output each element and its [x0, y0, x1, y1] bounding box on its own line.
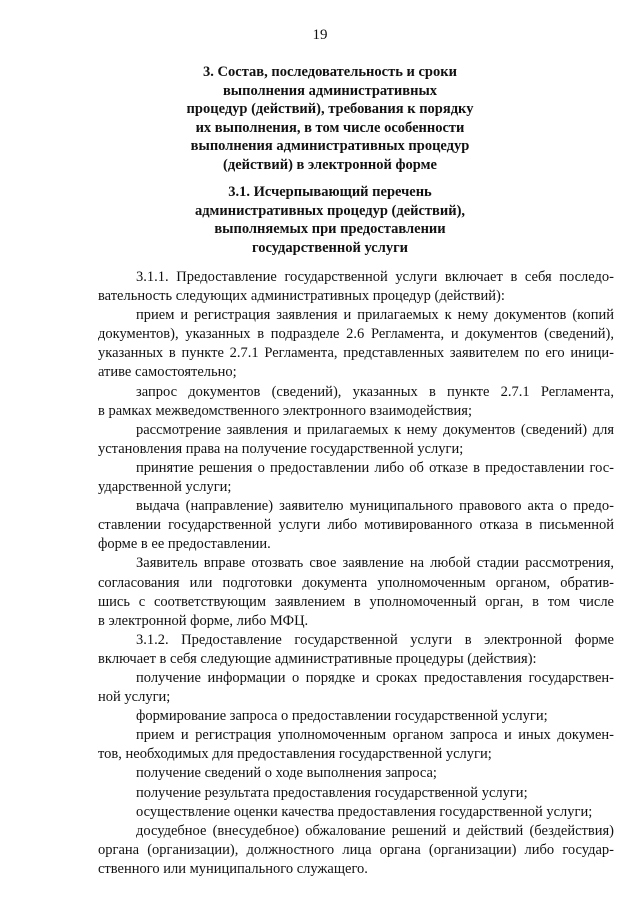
section-heading-line: (действий) в электронной форме — [223, 156, 437, 173]
text-line: вательность следующих административных процедур (действий): — [98, 288, 505, 305]
subsection-heading-line: административных процедур (действий), — [194, 202, 466, 219]
text-line: в электронной форме, либо МФЦ. — [98, 612, 309, 629]
page-number: 19 — [312, 27, 328, 43]
section-heading-line: процедур (действий), требования к порядку — [186, 101, 474, 117]
text-line: ственного или муниципального служащего. — [98, 860, 368, 877]
text-line: досудебное (внесудебное) обжалование решений и действий (бездействия) — [136, 822, 614, 839]
subsection-heading-line: государственной услуги — [251, 239, 409, 256]
section-heading-line: 3. Состав, последовательность и сроки — [203, 64, 457, 80]
text-line: 3.1.2. Предоставление государственной услуги в электронной форме — [136, 631, 614, 648]
body-text — [98, 268, 614, 879]
text-line: ударственной услуги; — [98, 479, 232, 496]
subsection-heading-line: 3.1. Исчерпывающий перечень — [228, 184, 432, 200]
section-heading-line: выполнения административных — [222, 82, 438, 99]
text-line: форме в ее предоставлении. — [98, 536, 271, 553]
text-line: шись с соответствующим заявлением в уполномоченный орган, в том числе — [98, 593, 614, 610]
text-line: ной услуги; — [98, 689, 171, 706]
text-line: органа (организации), должностного лица органа (организации) либо государ- — [98, 841, 614, 858]
text-line: рассмотрение заявления и прилагаемых к нему документов (сведений) для — [136, 421, 614, 438]
section-heading — [150, 63, 510, 174]
text-line: получение результата предоставления государственной услуги; — [136, 784, 528, 801]
text-line: в рамках межведомственного электронного взаимодействия; — [98, 402, 472, 419]
text-line: получение информации о порядке и сроках предоставления государствен- — [136, 669, 614, 686]
text-line: включает в себя следующие административные процедуры (действия): — [98, 650, 537, 667]
text-line: прием и регистрация заявления и прилагаемых к нему документов (копий — [136, 307, 614, 324]
text-line: ативе самостоятельно; — [98, 364, 237, 381]
text-line: осуществление оценки качества предоставления государственной услуги; — [136, 803, 593, 820]
text-line: формирование запроса о предоставлении государственной услуги; — [136, 708, 548, 725]
text-line: ставлении государственной услуги либо мотивированного отказа в письменной — [98, 517, 614, 534]
text-line: Заявитель вправе отозвать свое заявление на любой стадии рассмотрения, — [136, 555, 614, 572]
text-line: принятие решения о предоставлении либо об отказе в предоставлении гос- — [136, 459, 614, 476]
text-line: прием и регистрация уполномоченным органом запроса и иных докумен- — [136, 727, 614, 744]
text-line: указанных в пункте 2.7.1 Регламента, представленных заявителем по его иници- — [98, 345, 614, 362]
section-heading-line: выполнения административных процедур — [190, 138, 470, 154]
subsection-heading-line: выполняемых при предоставлении — [214, 221, 446, 237]
text-line: 3.1.1. Предоставление государственной услуги включает в себя последо- — [136, 269, 614, 285]
text-line: запрос документов (сведений), указанных в пункте 2.7.1 Регламента, — [136, 383, 614, 400]
text-line: получение сведений о ходе выполнения запроса; — [136, 765, 437, 782]
text-line: выдача (направление) заявителю муниципального правового акта о предо- — [136, 498, 614, 515]
text-line: установления права на получение государственной услуги; — [98, 440, 464, 457]
text-line: документов), указанных в подразделе 2.6 Регламента, и документов (сведений), — [98, 326, 614, 343]
text-line: тов, необходимых для предоставления государственной услуги; — [98, 746, 492, 763]
text-line: согласования или подготовки документа уполномоченным органом, обратив- — [98, 574, 614, 591]
section-heading-line: их выполнения, в том числе особенности — [195, 119, 465, 136]
subsection-heading — [150, 183, 510, 257]
